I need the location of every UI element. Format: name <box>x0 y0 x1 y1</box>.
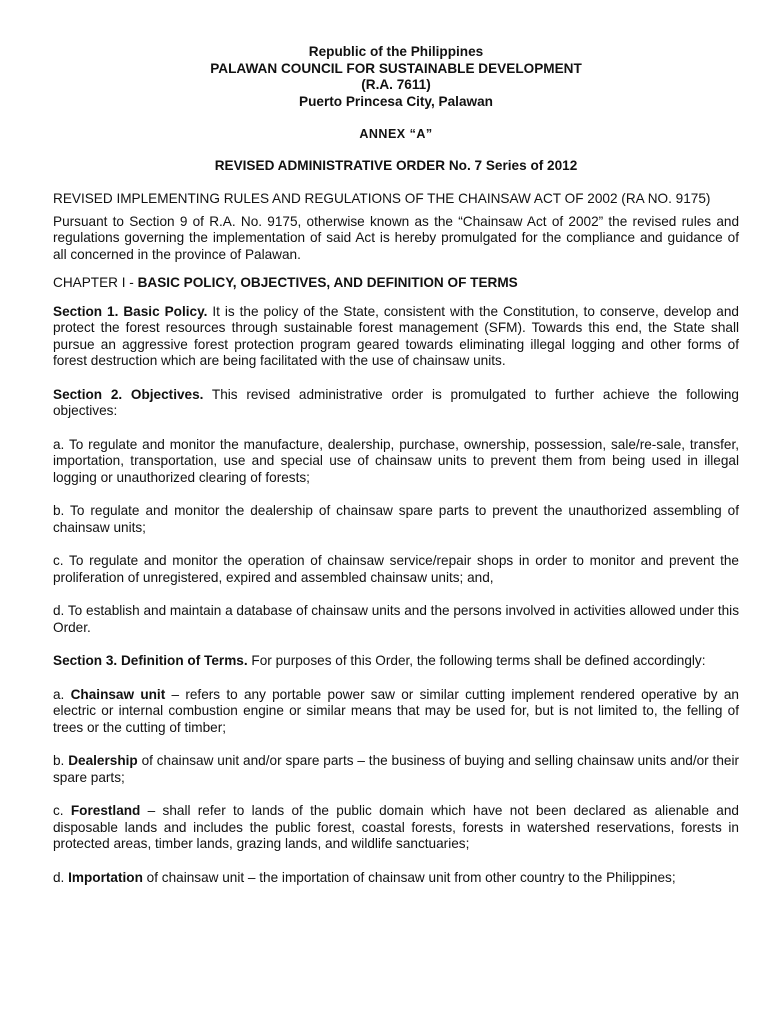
section-2-heading: Section 2. Objectives. <box>53 386 204 402</box>
section-2-text: This revised administrative order is promulgated to further achieve the following objectives: <box>53 386 739 418</box>
header-city: Puerto Princesa City, Palawan <box>299 93 493 109</box>
definition-text: – shall refer to lands of the public domain which have not been declared as alienable and disposable lands and includes the public forest, coastal forests, forests in watershed reservations, forests in protected areas, timber lands, grazing lands, and wildlife sanctuaries; <box>53 803 739 851</box>
definition-prefix: c. <box>53 803 71 818</box>
definition-term: Forestland <box>70 803 141 818</box>
objective-item: c. To regulate and monitor the operation of chainsaw service/repair shops in order to monitor and prevent the proliferation of unregistered, expired and assembled chainsaw units; and, <box>53 553 739 585</box>
document-header <box>53 44 739 110</box>
definition-item <box>53 870 739 887</box>
annex-label: ANNEX “A” <box>359 127 433 141</box>
chapter-prefix: CHAPTER I - <box>53 275 138 290</box>
definition-term: Chainsaw unit <box>70 686 166 702</box>
section-1 <box>53 304 739 370</box>
header-ra: (R.A. 7611) <box>361 77 431 92</box>
document-page <box>53 44 739 886</box>
section-3 <box>53 653 739 670</box>
definition-item <box>53 803 739 853</box>
section-1-heading: Section 1. Basic Policy. <box>53 303 208 319</box>
intro-paragraph: Pursuant to Section 9 of R.A. No. 9175, otherwise known as the “Chainsaw Act of 2002” the revised rules and regulations governing the implementation of said Act is hereby promulgated for the compliance and guidance of all concerned in the province of Palawan. <box>53 213 739 262</box>
header-council: PALAWAN COUNCIL FOR SUSTAINABLE DEVELOPMENT <box>210 60 582 76</box>
section-3-text: For purposes of this Order, the following terms shall be defined accordingly: <box>247 653 706 668</box>
definition-prefix: a. <box>53 686 71 702</box>
definition-item <box>53 687 739 737</box>
definition-term: Importation <box>68 869 143 885</box>
definition-prefix: b. <box>53 753 69 768</box>
order-title: REVISED ADMINISTRATIVE ORDER No. 7 Series of 2012 <box>214 158 578 173</box>
header-republic: Republic of the Philippines <box>308 44 484 59</box>
section-2 <box>53 387 739 420</box>
definition-text: of chainsaw unit – the importation of chainsaw unit from other country to the Philippines; <box>142 869 676 885</box>
objective-item: b. To regulate and monitor the dealership of chainsaw spare parts to prevent the unauthorized assembling of chainsaw units; <box>53 503 739 535</box>
definition-text: of chainsaw unit and/or spare parts – the business of buying and selling chainsaw units and/or their spare parts; <box>53 753 739 785</box>
definition-text: – refers to any portable power saw or similar cutting implement rendered operative by an electric or internal combustion engine or similar means that may be used for, but is not limited to, the felling of trees or the cutting of timber; <box>53 686 739 735</box>
section-3-heading: Section 3. Definition of Terms. <box>53 653 248 668</box>
objective-item: a. To regulate and monitor the manufacture, dealership, purchase, ownership, possession, sale/re-sale, transfer, importation, transportation, use and special use of chainsaw units to prevent them from being used in illegal logging or unauthorized clearing of forests; <box>53 436 739 485</box>
objective-item: d. To establish and maintain a database of chainsaw units and the persons involved in activities allowed under this Order. <box>53 603 739 635</box>
section-1-text: It is the policy of the State, consistent with the Constitution, to conserve, develop and protect the forest resources through sustainable forest management (SFM). Towards this end, the State shall pursue an aggressive forest protection program geared towards eliminating illegal logging and other forms of forest destruction which are being facilitated with the use of chainsaw units. <box>53 303 739 368</box>
definition-item <box>53 753 739 786</box>
chapter-heading <box>53 275 739 292</box>
definition-term: Dealership <box>68 753 138 768</box>
irr-title: REVISED IMPLEMENTING RULES AND REGULATIONS OF THE CHAINSAW ACT OF 2002 (RA NO. 9175) <box>53 191 711 206</box>
definition-prefix: d. <box>53 869 69 885</box>
chapter-title: BASIC POLICY, OBJECTIVES, AND DEFINITION OF TERMS <box>137 275 518 290</box>
